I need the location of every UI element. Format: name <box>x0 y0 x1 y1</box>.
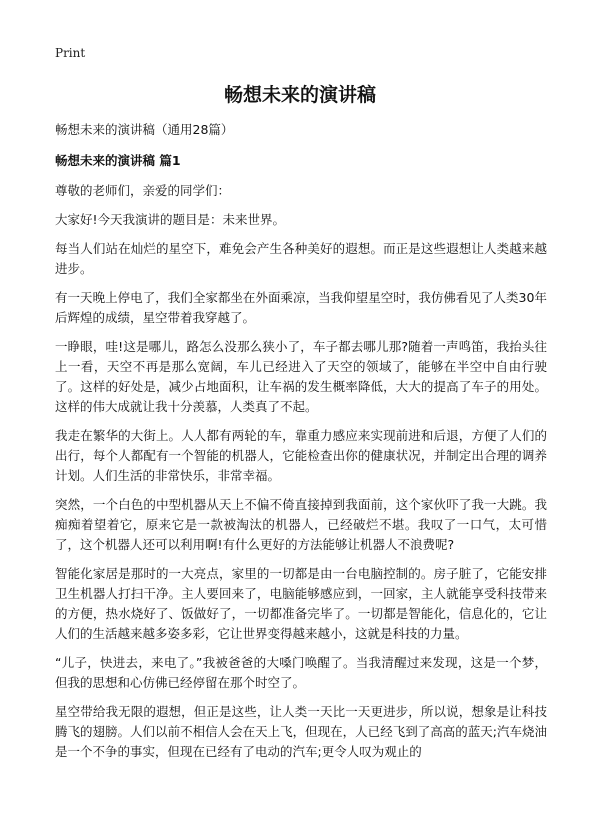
print-link[interactable]: Print <box>55 46 86 60</box>
paragraph: 智能化家居是那时的一大亮点，家里的一切都是由一台电脑控制的。房子脏了，它能安排卫生机器人打扫干净。主人要回来了，电脑能够感应到，一回家，主人就能享受科技带来的方便，热水烧好了、饭做好了，一切都准备完毕了。一切都是智能化，信息化的，它让人们的生活越来越多姿多彩，它让世界变得越来越小，这就是科技的力量。 <box>55 566 547 641</box>
paragraph: 有一天晚上停电了，我们全家都坐在外面乘凉，当我仰望星空时，我仿佛看见了人类30年后辉煌的成绩，星空带着我穿越了。 <box>55 290 547 325</box>
paragraph: 每当人们站在灿烂的星空下，难免会产生各种美好的遐想。而正是这些遐想让人类越来越进步。 <box>55 241 547 276</box>
paragraph: 一睁眼，哇!这是哪儿，路怎么没那么狭小了，车子都去哪儿那?随着一声鸣笛，我抬头往上一看，天空不再是那么宽阔，车儿已经进入了天空的领域了，能够在半空中自由行驶了。这样的好处是，减少占地面积，让车祸的发生概率降低，大大的提高了车子的用处。这样的伟大成就让我十分羡慕，人类真了不起。 <box>55 339 547 414</box>
section-heading: 畅想未来的演讲稿 篇1 <box>55 153 181 168</box>
paragraph: “儿子，快进去，来电了。”我被爸爸的大嗓门唤醒了。当我清醒过来发现，这是一个梦，但我的思想和心仿佛已经停留在那个时空了。 <box>55 655 547 690</box>
speech-body <box>55 181 547 771</box>
paragraph: 突然，一个白色的中型机器从天上不偏不倚直接掉到我面前，这个家伙吓了我一大跳。我痴痴着望着它，原来它是一款被淘汰的机器人，已经破烂不堪。我叹了一口气，太可惜了，这个机器人还可以利用啊!有什么更好的方法能够让机器人不浪费呢? <box>55 497 547 552</box>
paragraph: 我走在繁华的大街上。人人都有两轮的车，靠重力感应来实现前进和后退，方便了人们的出行，每个人都配有一个智能的机器人，它能检查出你的健康状况，并制定出合理的调养计划。人们生活的非常快乐，非常幸福。 <box>55 428 547 483</box>
paragraph-greeting: 尊敬的老师们，亲爱的同学们： <box>55 183 231 198</box>
paragraph-topic: 大家好!今天我演讲的题目是：未来世界。 <box>55 212 286 227</box>
document-subtitle: 畅想未来的演讲稿（通用28篇） <box>55 122 234 137</box>
paragraph: 星空带给我无限的遐想，但正是这些，让人类一天比一天更进步，所以说，想象是让科技腾飞的翅膀。人们以前不相信人会在天上飞，但现在，人已经飞到了高高的蓝天;汽车烧油是一个不争的事实，但现在已经有了电动的汽车;更令人叹为观止的 <box>55 704 547 759</box>
page-title: 畅想未来的演讲稿 <box>223 84 376 106</box>
